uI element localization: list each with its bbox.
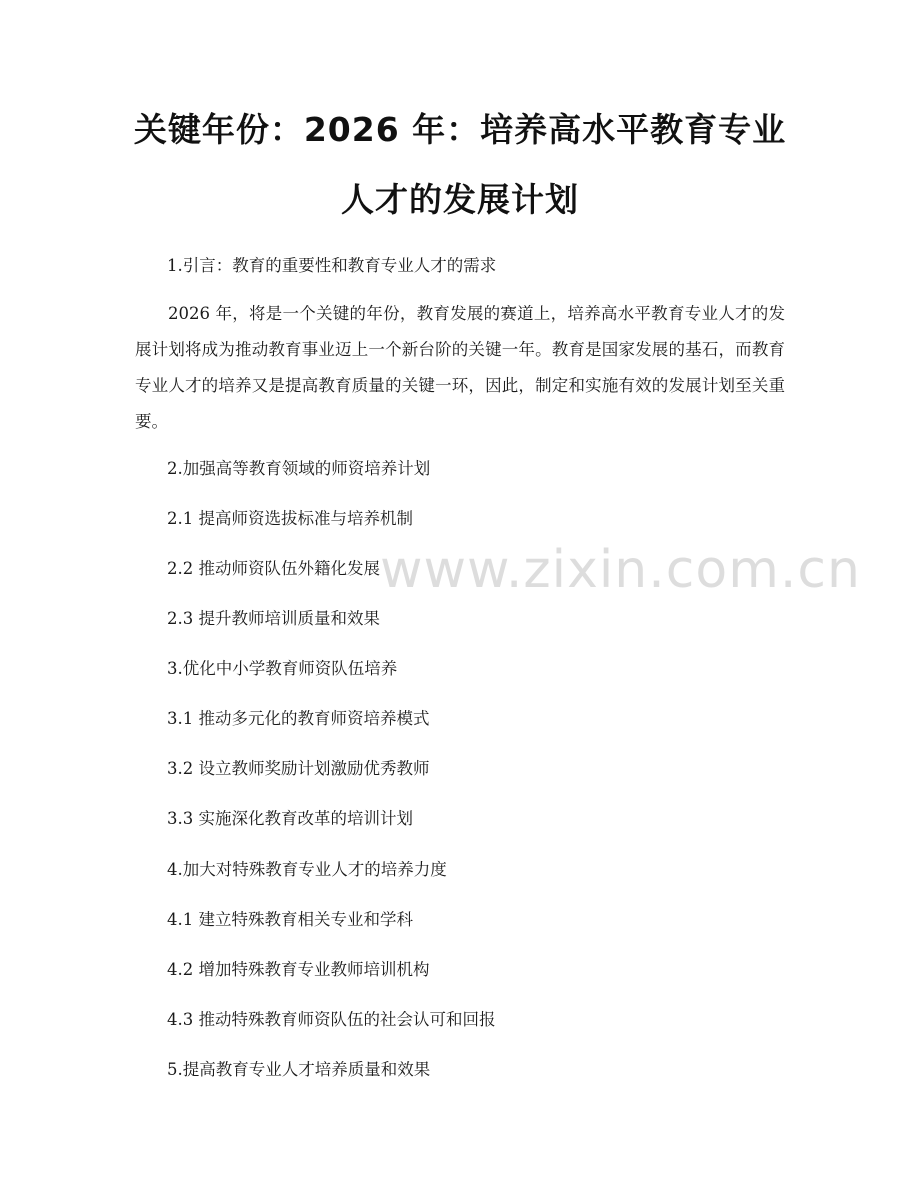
section-heading: 4.加大对特殊教育专业人才的培养力度 (167, 860, 447, 879)
subsection-heading: 4.2 增加特殊教育专业教师培训机构 (167, 960, 430, 979)
document-title: 关键年份：2026 年：培养高水平教育专业人才的发展计划 (133, 110, 787, 219)
subsection-heading: 4.3 推动特殊教育师资队伍的社会认可和回报 (167, 1010, 496, 1029)
subsection-heading: 4.1 建立特殊教育相关专业和学科 (167, 910, 413, 929)
section-heading: 3.优化中小学教育师资队伍培养 (167, 659, 398, 678)
intro-paragraph: 2026 年，将是一个关键的年份，教育发展的赛道上，培养高水平教育专业人才的发展计划将成为推动教育事业迈上一个新台阶的关键一年。教育是国家发展的基石，而教育专业人才的培养又是提高教育质量的关键一环，因此，制定和实施有效的发展计划至关重要。 (135, 304, 785, 431)
subsection-heading: 2.2 推动师资队伍外籍化发展 (167, 559, 380, 578)
section-heading: 2.加强高等教育领域的师资培养计划 (167, 459, 431, 478)
watermark: www.zixin.com.cn (380, 540, 861, 600)
section-heading: 5.提高教育专业人才培养质量和效果 (167, 1060, 431, 1079)
section-heading-intro: 1.引言：教育的重要性和教育专业人才的需求 (167, 256, 497, 275)
subsection-heading: 2.1 提高师资选拔标准与培养机制 (167, 509, 413, 528)
subsection-heading: 3.1 推动多元化的教育师资培养模式 (167, 709, 430, 728)
subsection-heading: 2.3 提升教师培训质量和效果 (167, 609, 380, 628)
subsection-heading: 3.3 实施深化教育改革的培训计划 (167, 809, 413, 828)
subsection-heading: 3.2 设立教师奖励计划激励优秀教师 (167, 759, 430, 778)
